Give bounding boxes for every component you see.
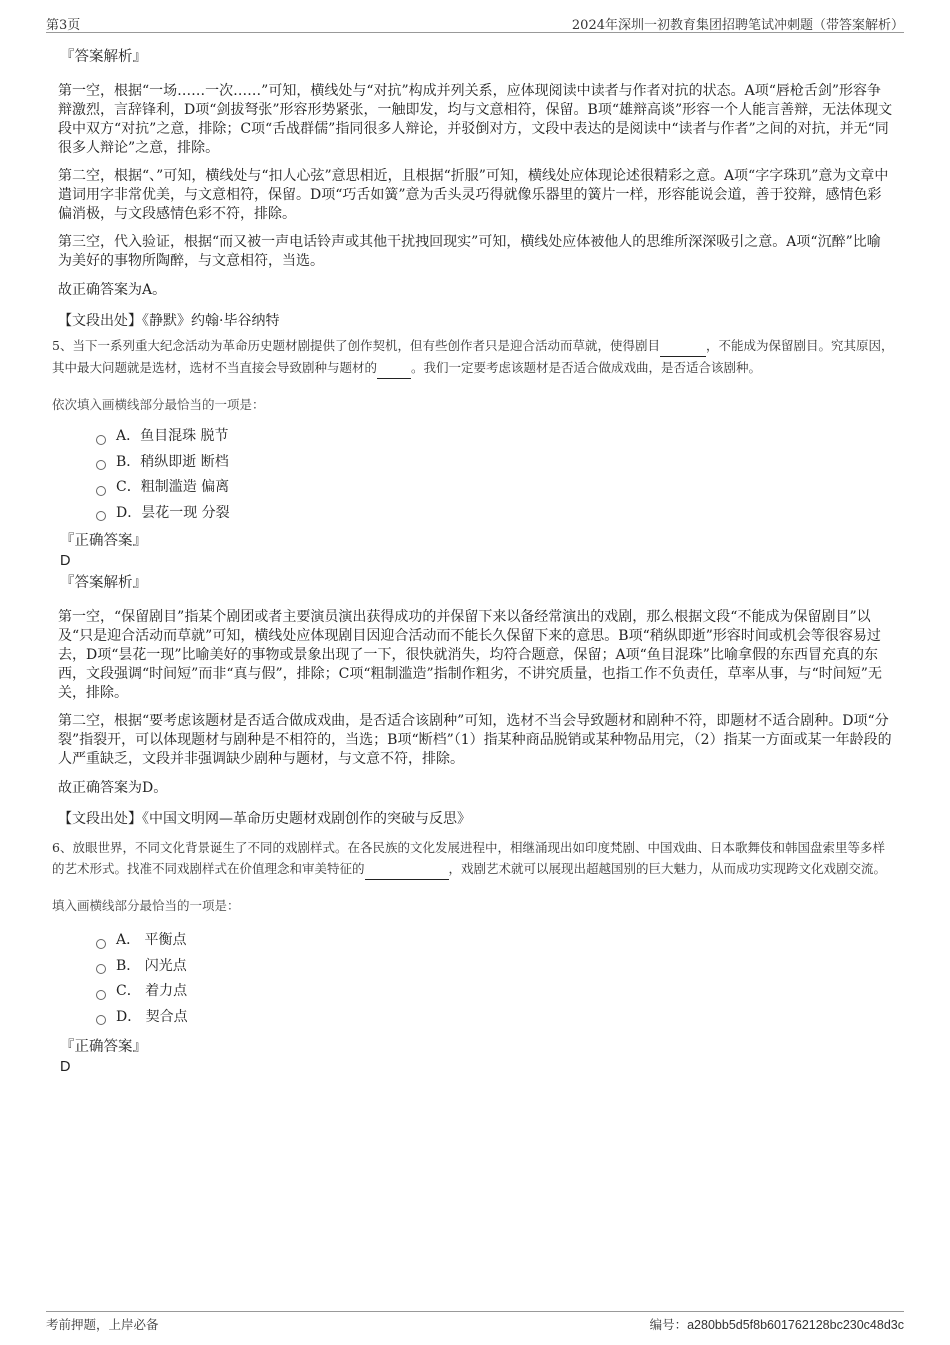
q5-source: 【文段出处】《中国文明网—革命历史题材戏剧创作的突破与反思》 [58,811,471,827]
radio-icon[interactable] [96,939,106,949]
q5-option-c[interactable]: C．粗制滥造 偏离 [96,475,894,501]
q6-options [96,928,894,1030]
q5-option-b[interactable]: B．稍纵即逝 断档 [96,450,894,476]
q4-analysis-label: 『答案解析』 [60,49,147,65]
document-code: 编号：a280bb5d5f8b601762128bc230c48d3c [649,1317,904,1332]
radio-icon[interactable] [96,990,106,1000]
q4-analysis-p3: 第三空，代入验证，根据“而又被一声电话铃声或其他干扰拽回现实”可知，横线处应体被他人的思维所深深吸引之意。A项“沉醉”比喻为美好的事物所陶醉，与文意相符，当选。 [58,234,881,269]
radio-icon[interactable] [96,486,106,496]
q4-source: 【文段出处】《静默》约翰·毕谷纳特 [58,313,280,329]
q6-prompt: 填入画横线部分最恰当的一项是： [52,898,240,913]
q5-option-a[interactable]: A．鱼目混珠 脱节 [96,424,894,450]
radio-icon[interactable] [96,511,106,521]
q4-conclusion: 故正确答案为A。 [58,282,167,298]
footer-slogan: 考前押题，上岸必备 [46,1317,159,1332]
q5-options [96,424,894,526]
document-title: 2024年深圳一初教育集团招聘笔试冲刺题（带答案解析） [571,18,904,33]
q5-answer: D [60,553,71,569]
q5-blank-2 [377,357,411,379]
q5-blank-1 [660,335,706,357]
q6-answer-label: 『正确答案』 [60,1039,147,1055]
q6-text: 6、放眼世界，不同文化背景诞生了不同的戏剧样式。在各民族的文化发展进程中，相继涌现出如印度梵剧、中国戏曲、日本歌舞伎和韩国盘索里等多样的艺术形式。找准不同戏剧样式在价值理念和审美特征的 ，戏剧艺术就可以展现出超越国别的巨大魅力，从而成功实现跨文化戏剧交流。 [52,837,894,880]
page-number: 第3页 [46,18,81,33]
q6-answer: D [60,1059,71,1075]
radio-icon[interactable] [96,460,106,470]
q5-text: 5、当下一系列重大纪念活动为革命历史题材剧提供了创作契机，但有些创作者只是迎合活动而草就，使得剧目 ，不能成为保留剧目。究其原因，其中最大问题就是选材，选材不当直接会导致剧种与题材的 。我们一定要考虑该题材是否适合做成戏曲，是否适合该剧种。 [52,335,894,379]
radio-icon[interactable] [96,1015,106,1025]
page-header [46,12,904,33]
q5-option-d[interactable]: D．昙花一现 分裂 [96,501,894,527]
q5-analysis-p1: 第一空，“保留剧目”指某个剧团或者主要演员演出获得成功的并保留下来以备经常演出的戏剧，那么根据文段“不能成为保留剧目”以及“只是迎合活动而草就”可知，横线处应体现剧目因迎合活动而不能长久保留下来的意思。B项“稍纵即逝”形容时间或机会等很容易过去，D项“昙花一现”比喻美好的事物或景象出现了一下，很快就消失，均符合题意，保留；A项“鱼目混珠”比喻拿假的东西冒充真的东西，文段强调“时间短”而非“真与假”，排除；C项“粗制滥造”指制作粗劣，不讲究质量，也指工作不负责任，草率从事，与“时间短”无关，排除。 [58,609,882,701]
q6-option-c[interactable]: C． 着力点 [96,979,894,1005]
q6-blank [365,858,449,880]
q4-analysis-p2: 第二空，根据“、”可知，横线处与“扣人心弦”意思相近，且根据“折服”可知，横线处应体现论述很精彩之意。A项“字字珠玑”意为文章中遣词用字非常优美，与文意相符，保留。D项“巧舌如簧”意为舌头灵巧得就像乐器里的簧片一样，形容能说会道，善于狡辩，感情色彩偏消极，与文段感情色彩不符，排除。 [58,168,889,222]
page-footer [46,1311,904,1338]
radio-icon[interactable] [96,964,106,974]
q5-conclusion: 故正确答案为D。 [58,780,168,796]
q5-analysis-label: 『答案解析』 [60,575,147,591]
document-body [52,44,894,1076]
q5-answer-label: 『正确答案』 [60,533,147,549]
q5-analysis-p2: 第二空，根据“要考虑该题材是否适合做成戏曲，是否适合该剧种”可知，选材不当会导致题材和剧种不符，即题材不适合剧种。D项“分裂”指裂开，可以体现题材与剧种是不相符的，当选；B项“断档”（1）指某种商品脱销或某种物品用完，（2）指某一方面或某一年龄段的人严重缺乏，文段并非强调缺少剧种与题材，与文意不符，排除。 [58,713,892,767]
q6-option-a[interactable]: A． 平衡点 [96,928,894,954]
radio-icon[interactable] [96,435,106,445]
q5-prompt: 依次填入画横线部分最恰当的一项是： [52,397,265,412]
q6-option-b[interactable]: B． 闪光点 [96,954,894,980]
q6-option-d[interactable]: D． 契合点 [96,1005,894,1031]
q4-analysis-p1: 第一空，根据“一场……一次……”可知，横线处与“对抗”构成并列关系，应体现阅读中读者与作者对抗的状态。A项“唇枪舌剑”形容争辩激烈，言辞锋利，D项“剑拔弩张”形容形势紧张，一触即发，均与文意相符，保留。B项“雄辩高谈”形容一个人能言善辩，无法体现文段中双方“对抗”之意，排除；C项“舌战群儒”指同很多人辩论，并驳倒对方，文段中表达的是阅读中“读者与作者”之间的对抗，并无“同很多人辩论”之意，排除。 [58,83,893,156]
